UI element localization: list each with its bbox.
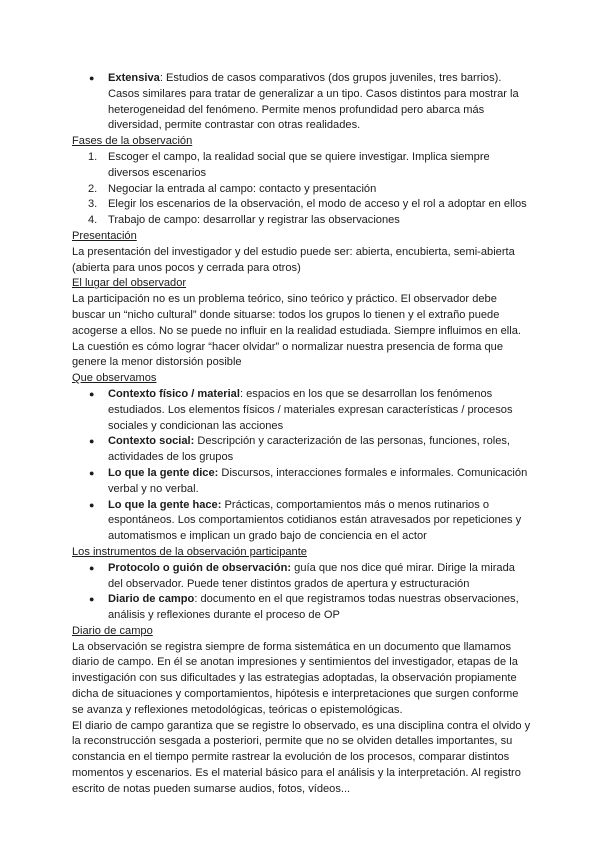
paragraph-diario-1: La observación se registra siempre de forma sistemática en un documento que llamamos diario de campo. En él se anotan impresiones y sentimientos del investigador, etapas de la investigación con sus dificultades y las estrategias adoptadas, la observación propiamente dicha de situaciones y comportamientos, hipótesis e interpretaciones que surgen conforme se avanza y reflexiones metodológicas, teóricas o epistemológicas. [72, 640, 519, 716]
list-item-extensiva [108, 71, 532, 134]
term-extensiva: Extensiva [108, 72, 160, 84]
item-number: 3. [88, 198, 98, 211]
item-text: Negociar la entrada al campo: contacto y presentación [108, 182, 377, 195]
list-item [88, 150, 532, 182]
term: Contexto físico / material [108, 387, 240, 400]
list-item [108, 434, 532, 466]
paragraph-lugar: La participación no es un problema teórico, sino teórico y práctico. El observador debe buscar un “nicho cultural” donde situarse: todos los grupos lo tienen y el extraño puede acogerse a ellos. No se puede no influir en la realidad estudiada. Siempre influimos en ella. La cuestión es cómo lograr “hacer olvidar” o normalizar nuestra presencia de forma que genere la menor distorsión posible [72, 293, 521, 369]
list-item [108, 466, 532, 498]
heading-fases: Fases de la observación [72, 135, 193, 148]
que-observamos-list [72, 387, 532, 545]
item-text: Descripción y caracterización de las personas, funciones, roles, actividades de los grupos [108, 435, 511, 464]
term: Lo que la gente hace: [108, 498, 222, 511]
document-page [72, 71, 532, 798]
paragraph-presentacion: La presentación del investigador y del estudio puede ser: abierta, encubierta, semi-abierta (abierta para unos pocos y cerrada para otros) [72, 245, 515, 274]
item-text: Prácticas, comportamientos más o menos rutinarios o espontáneos. Los comportamientos cotidianos están atravesados por repeticiones y automatismos e implican un grado bajo de conciencia en el actor [108, 498, 522, 543]
list-item [108, 561, 532, 593]
heading-lugar: El lugar del observador [72, 277, 187, 290]
item-number: 1. [88, 150, 98, 163]
heading-instrumentos: Los instrumentos de la observación participante [72, 545, 307, 558]
item-number: 2. [88, 182, 98, 195]
term: Lo que la gente dice: [108, 466, 219, 479]
heading-que-observamos: Que observamos [72, 372, 157, 385]
instrumentos-list [72, 561, 532, 624]
heading-presentacion: Presentación [72, 229, 137, 242]
item-text: : espacios en los que se desarrollan los fenómenos estudiados. Los elementos físicos / materiales expresan características / procesos sociales y condicionan las acciones [108, 387, 513, 432]
item-text: Elegir los escenarios de la observación, el modo de acceso y el rol a adoptar en ellos [108, 198, 527, 211]
paragraph-diario-2: El diario de campo garantiza que se registre lo observado, es una disciplina contra el olvido y la reconstrucción sesgada a posteriori, permite que no se olviden detalles importantes, su constancia en el tiempo permite rastrear la evolución de los procesos, comparar distintos momentos y escenarios. Es el material básico para el análisis y la interpretación. Al registro escrito de notas pueden sumarse audios, fotos, vídeos... [72, 719, 531, 795]
term: Diario de campo [108, 593, 195, 606]
list-item [88, 197, 532, 213]
extensiva-text: : Estudios de casos comparativos (dos grupos juveniles, tres barrios). Casos similares para tratar de generalizar a un tipo. Casos distintos para mostrar la heterogeneidad del fenómeno. Permite menos profundidad pero abarca más diversidad, permite contrastar con otras realidades. [108, 72, 519, 132]
list-item [88, 182, 532, 198]
term: Contexto social: [108, 435, 195, 448]
term: Protocolo o guión de observación: [108, 561, 292, 574]
list-item [108, 387, 532, 434]
list-item [108, 592, 532, 624]
heading-diario: Diario de campo [72, 624, 153, 637]
fases-list [72, 150, 532, 229]
item-text: : documento en el que registramos todas nuestras observaciones, análisis y reflexiones durante el proceso de OP [108, 593, 519, 622]
list-item [88, 213, 532, 229]
list-item [108, 498, 532, 545]
item-text: guía que nos dice qué mirar. Dirige la mirada del observador. Puede tener distintos grados de apertura y estructuración [108, 561, 515, 590]
item-number: 4. [88, 214, 98, 227]
item-text: Discursos, interacciones formales e informales. Comunicación verbal y no verbal. [108, 466, 528, 495]
item-text: Escoger el campo, la realidad social que se quiere investigar. Implica siempre diversos escenarios [108, 150, 490, 179]
extensiva-list [72, 71, 532, 134]
item-text: Trabajo de campo: desarrollar y registrar las observaciones [108, 214, 400, 227]
